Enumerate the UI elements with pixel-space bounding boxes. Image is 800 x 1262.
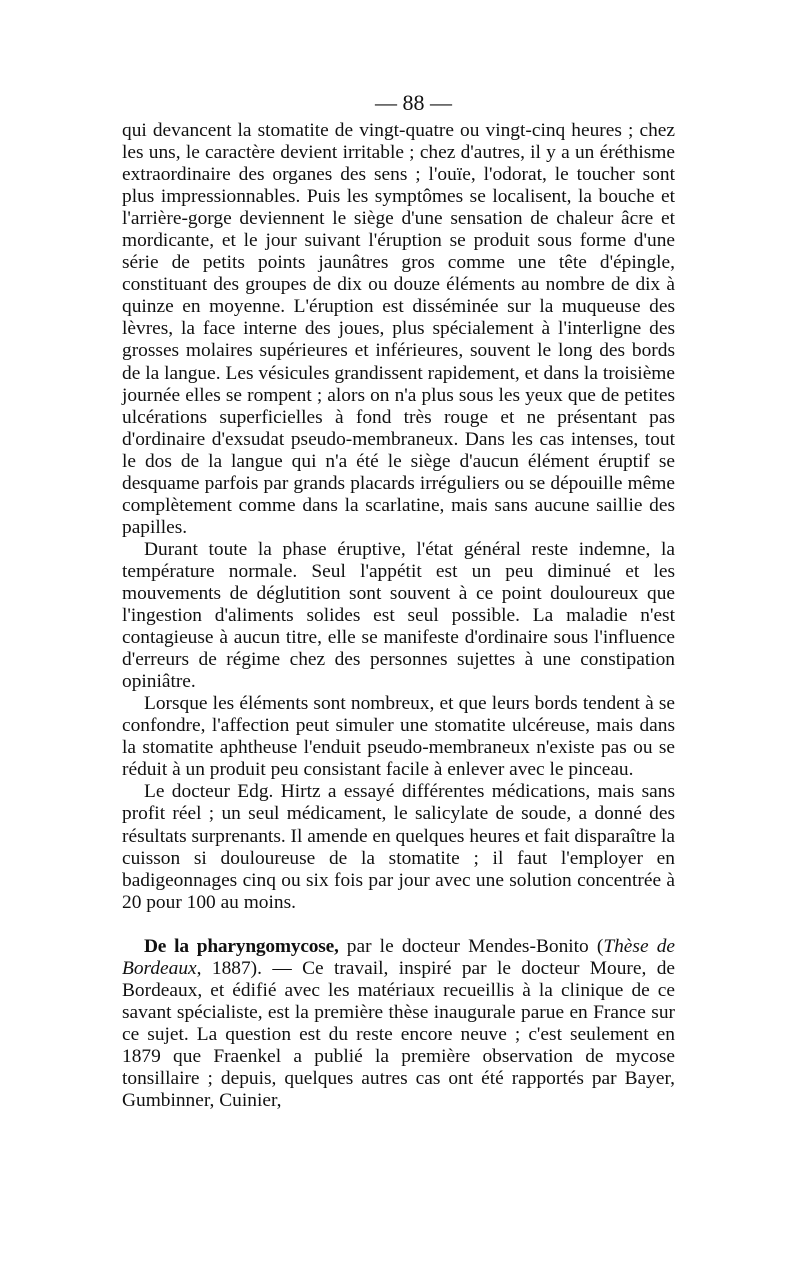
paragraph-eruptive-phase: Durant toute la phase éruptive, l'état général reste indemne, la température normale. Seul l'appétit est un peu diminué et les mouvements de déglutition sont souvent à ce point douloureux que l'ingestion d'aliments solides est seul possible. La maladie n'est contagieuse à aucun titre, elle se manifeste d'ordinaire sous l'influence d'erreurs de régime chez des personnes sujettes à une constipation opiniâtre.: [122, 538, 675, 693]
book-page: [122, 88, 675, 1112]
paragraph-pharyngomycose-review: [122, 936, 675, 1112]
review-body: , 1887). — Ce travail, inspiré par le docteur Moure, de Bordeaux, et édifié avec les matériaux recueillis à la clinique de ce savant spécialiste, est la première thèse inaugurale parue en France sur ce sujet. La question est du reste encore neuve ; c'est seulement en 1879 que Fraenkel a publié la première observation de mycose tonsillaire ; depuis, quelques autres cas ont été rapportés par Bayer, Gumbinner, Cuinier,: [122, 957, 675, 1112]
review-source: Thèse de Bordeaux: [122, 935, 676, 979]
section-gap: [122, 914, 675, 936]
page-number: — 88 —: [375, 90, 452, 115]
paragraph-diagnosis: Lorsque les éléments sont nombreux, et que leurs bords tendent à se confondre, l'affection peut simuler une stomatite ulcéreuse, mais dans la stomatite aphtheuse l'enduit pseudo-membraneux n'existe pas ou se réduit à un produit peu consistant facile à enlever avec le pinceau.: [122, 693, 675, 781]
review-author: par le docteur Mendes-Bonito (: [338, 935, 604, 957]
paragraph-treatment: Le docteur Edg. Hirtz a essayé différentes médications, mais sans profit réel ; un seul médicament, le salicylate de soude, a donné des résultats surprenants. Il amende en quelques heures et fait disparaître la cuisson si douloureuse de la stomatite ; il faut l'employer en badigeonnages cinq ou six fois par jour avec une solution concentrée à 20 pour 100 au moins.: [122, 781, 675, 913]
review-title: De la pharyngomycose,: [144, 935, 339, 957]
paragraph-symptoms: qui devancent la stomatite de vingt-quatre ou vingt-cinq heures ; chez les uns, le caractère devient irritable ; chez d'autres, il y a un éréthisme extraordinaire des organes des sens ; l'ouïe, l'odorat, le toucher sont plus impressionnables. Puis les symptômes se localisent, la bouche et l'arrière-gorge deviennent le siège d'une sensation de chaleur âcre et mordicante, et le jour suivant l'éruption se produit sous forme d'une série de petits points jaunâtres gros comme une tête d'épingle, constituant des groupes de dix ou douze éléments au nombre de dix à quinze en moyenne. L'éruption est disséminée sur la muqueuse des lèvres, la face interne des joues, plus spécialement à l'interligne des grosses molaires supérieures et inférieures, souvent le long des bords de la langue. Les vésicules grandissent rapidement, et dans la troisième journée elles se rompent ; alors on n'a plus sous les yeux que de petites ulcérations superficielles à fond très rouge et ne présentant pas d'ordinaire d'exsudat pseudo-membraneux. Dans les cas intenses, tout le dos de la langue qui n'a été le siège d'aucun élément éruptif se desquame parfois par grands placards irréguliers ou se dépouille même complètement comme dans la scarlatine, mais sans aucune saillie des papilles.: [122, 120, 675, 538]
